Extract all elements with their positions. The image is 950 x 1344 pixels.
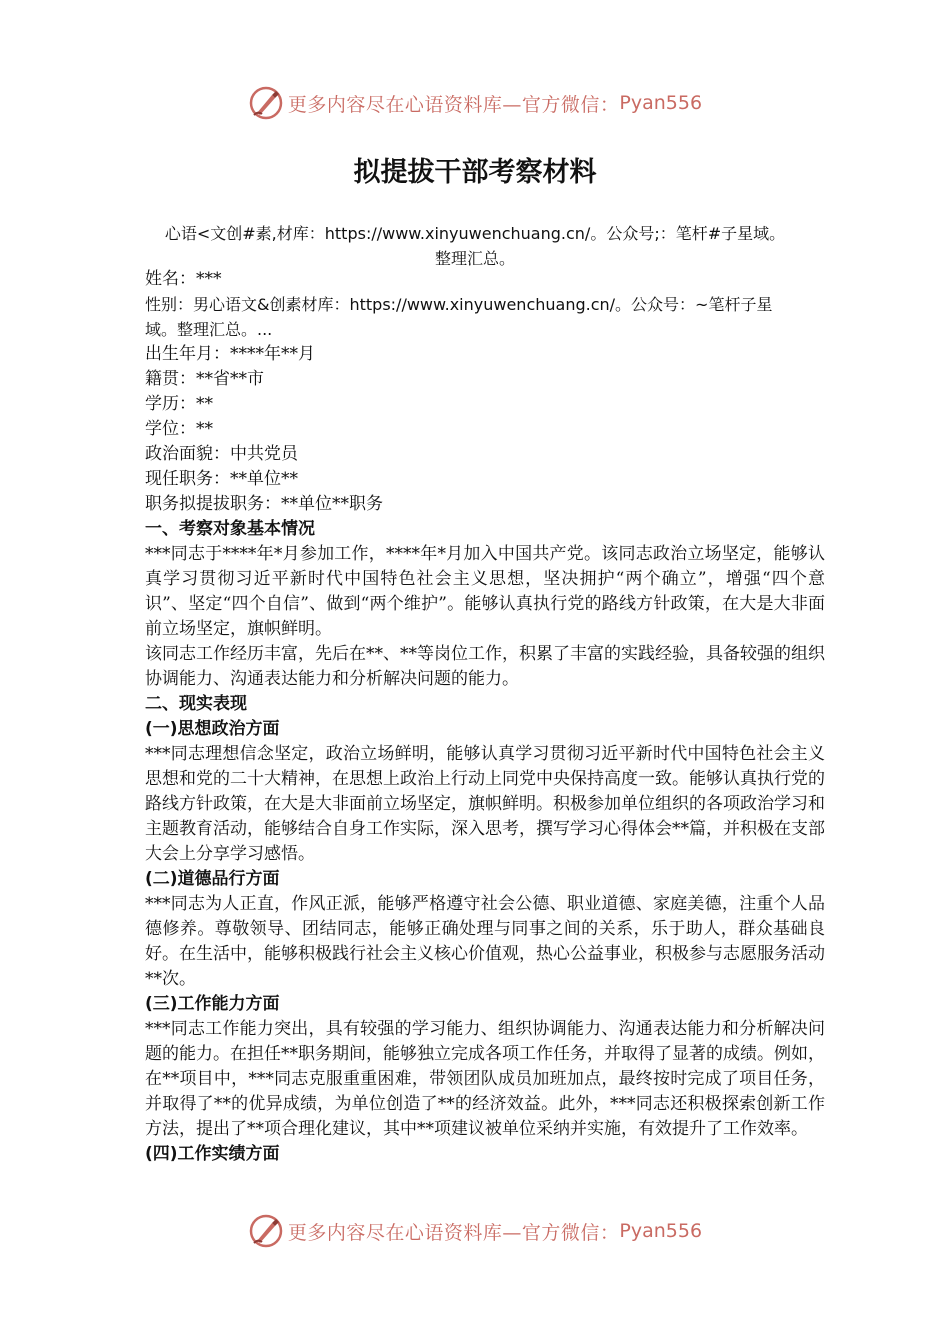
subsection-3-heading: (三)工作能力方面 [145, 994, 280, 1014]
info-education: 学历：** [145, 394, 213, 414]
pen-logo-icon [248, 85, 284, 121]
info-native-place: 籍贯：**省**市 [145, 369, 264, 389]
info-birth: 出生年月：****年**月 [145, 344, 315, 364]
info-gender-line-2: 域。整理汇总。... [145, 320, 273, 339]
watermark-text: 更多内容尽在心语资料库—官方微信： [287, 1221, 620, 1244]
watermark-handle: Pyan556 [619, 92, 703, 114]
subsection-2-heading: (二)道德品行方面 [145, 869, 280, 889]
info-name: 姓名：*** [145, 269, 222, 289]
source-line-2: 整理汇总。 [434, 249, 515, 268]
watermark-text: 更多内容尽在心语资料库—官方微信： [287, 93, 620, 116]
info-current-post: 现任职务：**单位** [145, 469, 298, 489]
section-2-heading: 二、现实表现 [145, 694, 247, 714]
section-1-paragraph-2: 该同志工作经历丰富，先后在**、**等岗位工作，积累了丰富的实践经验，具备较强的组织协调能力、沟通表达能力和分析解决问题的能力。 [145, 644, 825, 689]
info-degree: 学位：** [145, 419, 213, 439]
footer-watermark [0, 1211, 950, 1251]
info-proposed-post: 职务拟提拔职务：**单位**职务 [145, 494, 383, 514]
subsection-3-paragraph: ***同志工作能力突出，具有较强的学习能力、组织协调能力、沟通表达能力和分析解决问题的能力。在担任**职务期间，能够独立完成各项工作任务，并取得了显著的成绩。例如，在**项目中，***同志克服重重困难，带领团队成员加班加点，最终按时完成了项目任务，并取得了**的优异成绩，为单位创造了**的经济效益。此外，***同志还积极探索创新工作方法，提出了**项合理化建议，其中**项建议被单位采纳并实施，有效提升了工作效率。 [145, 1019, 825, 1139]
document-body [145, 267, 825, 1167]
subsection-1-heading: (一)思想政治方面 [145, 719, 280, 739]
section-1-heading: 一、考察对象基本情况 [145, 519, 315, 539]
pen-logo-icon [248, 1213, 284, 1249]
source-line-1: 心语<文创#素,材库：https://www.xinyuwenchuang.cn/。公众号;：笔杆#子星域。 [164, 224, 786, 243]
subsection-1-paragraph: ***同志理想信念坚定，政治立场鲜明，能够认真学习贯彻习近平新时代中国特色社会主义思想和党的二十大精神，在思想上政治上行动上同党中央保持高度一致。能够认真执行党的路线方针政策，在大是大非面前立场坚定，旗帜鲜明。积极参加单位组织的各项政治学习和主题教育活动，能够结合自身工作实际，深入思考，撰写学习心得体会**篇，并积极在支部大会上分享学习感悟。 [145, 744, 825, 864]
subsection-4-heading: (四)工作实绩方面 [145, 1144, 280, 1164]
section-1-paragraph-1: ***同志于****年*月参加工作，****年*月加入中国共产党。该同志政治立场坚定，能够认真学习贯彻习近平新时代中国特色社会主义思想，坚决拥护“两个确立”，增强“四个意识”、坚定“四个自信”、做到“两个维护”。能够认真执行党的路线方针政策，在大是大非面前立场坚定，旗帜鲜明。 [145, 544, 825, 639]
info-gender-line-1: 性别：男心语文&创素材库：https://www.xinyuwenchuang.cn/。公众号：~笔杆子星 [145, 295, 773, 314]
subsection-2-paragraph: ***同志为人正直，作风正派，能够严格遵守社会公德、职业道德、家庭美德，注重个人品德修养。尊敬领导、团结同志，能够正确处理与同事之间的关系，乐于助人，群众基础良好。在生活中，能够积极践行社会主义核心价值观，热心公益事业，积极参与志愿服务活动**次。 [145, 894, 825, 989]
info-political-status: 政治面貌：中共党员 [145, 444, 298, 464]
header-watermark [0, 83, 950, 123]
watermark-handle: Pyan556 [619, 1220, 703, 1242]
document-title: 拟提拔干部考察材料 [353, 157, 597, 188]
